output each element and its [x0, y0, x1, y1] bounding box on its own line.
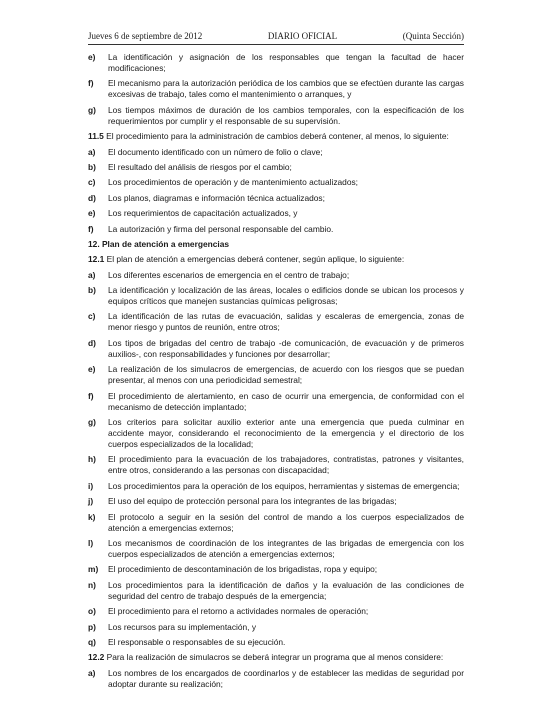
- list-item: [88, 162, 464, 173]
- list-item: [88, 311, 464, 333]
- section-paragraph: [88, 652, 464, 663]
- list-item-label: i): [88, 480, 94, 491]
- list-item-text: El procedimiento para la evacuación de los trabajadores, contratistas, patrones y visitantes, entre otros, considerando a las personas con discapacidad;: [108, 454, 464, 476]
- list-item-text: Los procedimientos de operación y de mantenimiento actualizados;: [108, 177, 359, 188]
- list-item: [88, 496, 464, 507]
- list-item-text: Los mecanismos de coordinación de los integrantes de las brigadas de emergencia con los cuerpos especializados de atención a emergencias externos;: [108, 537, 464, 559]
- list-item-label: j): [88, 496, 94, 507]
- list-item: [88, 78, 464, 100]
- list-item-text: La identificación y asignación de los responsables que tengan la facultad de hacer modificaciones;: [108, 52, 464, 73]
- header-publication: DIARIO OFICIAL: [267, 31, 338, 41]
- list-item: [88, 52, 464, 74]
- header-date: Jueves 6 de septiembre de 2012: [88, 31, 203, 41]
- list-item-label: k): [88, 511, 96, 522]
- section-paragraph: [88, 131, 464, 142]
- page-header: [88, 31, 464, 42]
- section-heading: 12. Plan de atención a emergencias: [88, 238, 230, 249]
- list-item: [88, 417, 464, 450]
- list-item: [88, 338, 464, 360]
- document-body: [88, 52, 464, 694]
- list-item-label: l): [88, 537, 94, 548]
- list-item: [88, 193, 464, 204]
- list-item-text: Los nombres de los encargados de coordinarlos y de establecer las medidas de seguridad por adoptar durante su realización;: [108, 667, 464, 689]
- section-number: 12.2: [88, 652, 105, 663]
- list-item: [88, 285, 464, 307]
- section-number: 11.5: [88, 131, 104, 142]
- list-item: [88, 391, 464, 413]
- list-item-label: a): [88, 667, 96, 678]
- list-item: [88, 538, 464, 560]
- section-paragraph: [88, 254, 464, 265]
- list-item-text: Los recursos para su implementación, y: [108, 621, 257, 632]
- list-item-text: La identificación de las rutas de evacuación, salidas y escaleras de emergencia, zonas de menor riesgo y puntos de reunión, entre otros;: [108, 311, 464, 333]
- header-section: (Quinta Sección): [402, 31, 464, 41]
- list-item: [88, 481, 464, 492]
- list-item-text: El mecanismo para la autorización periódica de los cambios que se efectúen durante las cargas excesivas de trabajo, tales como el mantenimiento o arranques, y: [108, 78, 464, 100]
- list-item: [88, 454, 464, 476]
- list-item-text: Los requerimientos de capacitación actualizados, y: [108, 208, 298, 219]
- list-item-text: El documento identificado con un número de folio o clave;: [108, 146, 323, 157]
- list-item-label: m): [88, 564, 99, 575]
- list-item-label: b): [88, 285, 96, 296]
- list-item-text: Los diferentes escenarios de emergencia en el centro de trabajo;: [108, 269, 350, 280]
- list-item-text: Los tiempos máximos de duración de los cambios temporales, con la especificación de los requerimientos por cumplir y el responsable de su supervisión.: [108, 104, 464, 126]
- list-item-text: La autorización y firma del personal responsable del cambio.: [108, 223, 334, 234]
- list-item-text: El uso del equipo de protección personal para los integrantes de las brigadas;: [108, 496, 397, 507]
- list-item: [88, 364, 464, 386]
- list-item: [88, 512, 464, 534]
- list-item: [88, 270, 464, 281]
- list-item-label: g): [88, 104, 96, 115]
- section-number: 12.1: [88, 254, 105, 265]
- list-item: [88, 224, 464, 235]
- list-item-label: e): [88, 52, 96, 62]
- list-item-text: Los tipos de brigadas del centro de trabajo -de comunicación, de evacuación y de primeros auxilios-, con responsabilidades y funciones por desarrollar;: [108, 337, 464, 359]
- list-item-label: d): [88, 337, 96, 348]
- list-item-text: El responsable o responsables de su ejecución.: [108, 636, 286, 647]
- list-item: [88, 622, 464, 633]
- list-item: [88, 147, 464, 158]
- list-item-label: h): [88, 454, 96, 465]
- list-item-label: f): [88, 223, 94, 234]
- list-item-label: a): [88, 269, 96, 280]
- list-item-text: El procedimiento para el retorno a actividades normales de operación;: [108, 606, 369, 617]
- list-item-label: p): [88, 621, 96, 632]
- list-item: [88, 177, 464, 188]
- list-item-label: n): [88, 579, 96, 590]
- list-item: [88, 208, 464, 219]
- section-paragraph-text: El plan de atención a emergencias deberá contener, según aplique, lo siguiente:: [104, 254, 405, 265]
- list-item-text: Los criterios para solicitar auxilio exterior ante una emergencia que pueda culminar en accidente mayor, considerando el reconocimiento de la emergencia y el directorio de los cuerpos especializados de la localidad;: [108, 417, 464, 450]
- section-paragraph-text: Para la realización de simulacros se deberá integrar un programa que al menos considere:: [104, 652, 444, 663]
- list-item-label: b): [88, 161, 96, 172]
- list-item-label: g): [88, 417, 96, 428]
- header-rule: [88, 44, 464, 45]
- list-item-label: c): [88, 311, 96, 322]
- list-item-label: e): [88, 208, 96, 219]
- section-paragraph-text: El procedimiento para la administración de cambios deberá contener, al menos, lo siguiente:: [103, 131, 449, 142]
- list-item: [88, 105, 464, 127]
- list-item-text: La realización de los simulacros de emergencias, de acuerdo con los riesgos que se puedan presentar, al menos con una periodicidad semestral;: [108, 364, 464, 386]
- list-item: [88, 668, 464, 690]
- list-item-label: o): [88, 606, 96, 617]
- list-item-label: a): [88, 146, 96, 157]
- list-item-label: e): [88, 364, 96, 375]
- list-item-label: c): [88, 177, 96, 188]
- list-item-text: El procedimiento de alertamiento, en caso de ocurrir una emergencia, de conformidad con el mecanismo de detección implantado;: [108, 390, 464, 412]
- list-item-label: d): [88, 192, 96, 203]
- list-item-text: Los procedimientos para la identificación de daños y la evaluación de las condiciones de seguridad del centro de trabajo después de la emergencia;: [108, 579, 464, 601]
- list-item-text: La identificación y localización de las áreas, locales o edificios donde se ubican los procesos y equipos críticos que manejen sustancias químicas peligrosas;: [108, 285, 464, 307]
- list-item: [88, 580, 464, 602]
- list-item-text: El resultado del análisis de riesgos por el cambio;: [108, 161, 292, 172]
- list-item-text: El procedimiento de descontaminación de los brigadistas, ropa y equipo;: [108, 564, 378, 575]
- list-item-label: f): [88, 390, 94, 401]
- list-item: [88, 606, 464, 617]
- list-item-text: Los planos, diagramas e información técnica actualizados;: [108, 192, 325, 203]
- list-item-label: f): [88, 78, 94, 89]
- list-item-text: Los procedimientos para la operación de los equipos, herramientas y sistemas de emergencia;: [108, 480, 460, 491]
- list-item-label: q): [88, 636, 96, 647]
- list-item: [88, 564, 464, 575]
- list-item-text: El protocolo a seguir en la sesión del control de mando a los cuerpos especializados de atención a emergencias externos;: [108, 511, 464, 533]
- list-item: [88, 637, 464, 648]
